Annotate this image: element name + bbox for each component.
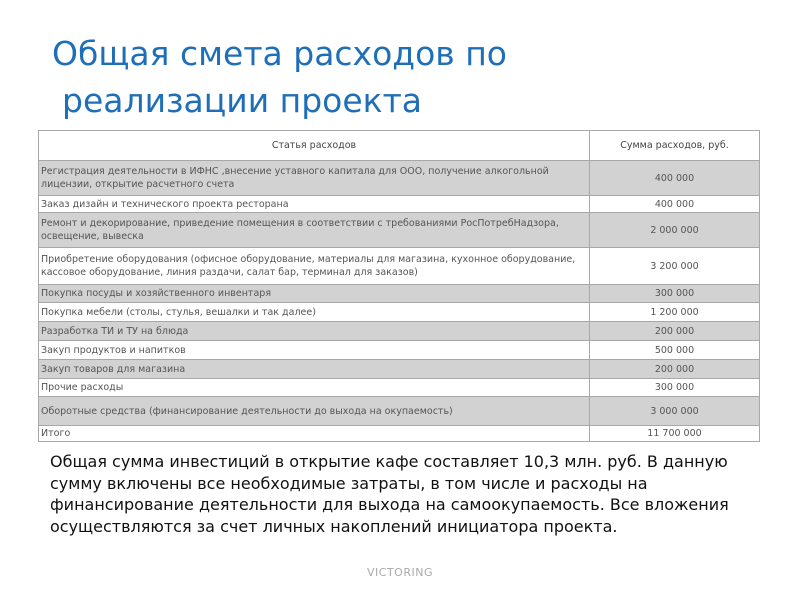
expense-item: Итого bbox=[39, 426, 590, 442]
expense-item: Закуп товаров для магазина bbox=[39, 360, 590, 379]
expense-item: Приобретение оборудования (офисное оборудование, материалы для магазина, кухонное оборудование, кассовое оборудование, линия раздачи, салат бар, терминал для заказов) bbox=[39, 248, 590, 285]
expense-amount: 400 000 bbox=[590, 161, 760, 196]
expense-item: Прочие расходы bbox=[39, 379, 590, 397]
table-row bbox=[39, 196, 760, 213]
header-item: Статья расходов bbox=[39, 131, 590, 161]
expense-amount: 3 200 000 bbox=[590, 248, 760, 285]
expense-amount: 11 700 000 bbox=[590, 426, 760, 442]
expense-item: Оборотные средства (финансирование деятельности до выхода на окупаемость) bbox=[39, 397, 590, 426]
expense-item: Регистрация деятельности в ИФНС ,внесение уставного капитала для ООО, получение алкогольной лицензии, открытие расчетного счета bbox=[39, 161, 590, 196]
expense-item: Покупка посуды и хозяйственного инвентаря bbox=[39, 285, 590, 303]
header-amount: Сумма расходов, руб. bbox=[590, 131, 760, 161]
expense-item: Покупка мебели (столы, стулья, вешалки и так далее) bbox=[39, 303, 590, 322]
expense-amount: 200 000 bbox=[590, 322, 760, 341]
expense-amount: 300 000 bbox=[590, 379, 760, 397]
expense-table bbox=[38, 130, 760, 442]
summary-paragraph: Общая сумма инвестиций в открытие кафе составляет 10,3 млн. руб. В данную сумму включены все необходимые затраты, в том числе и расходы на финансирование деятельности для выхода на самоокупаемость. Все вложения осуществляются за счет личных накоплений инициатора проекта. bbox=[50, 452, 729, 536]
table-row bbox=[39, 341, 760, 360]
table-row bbox=[39, 285, 760, 303]
table-row bbox=[39, 379, 760, 397]
table-row bbox=[39, 213, 760, 248]
table-row bbox=[39, 248, 760, 285]
table-row bbox=[39, 303, 760, 322]
slide-title bbox=[52, 30, 507, 124]
table-row bbox=[39, 161, 760, 196]
expense-amount: 1 200 000 bbox=[590, 303, 760, 322]
expense-amount: 400 000 bbox=[590, 196, 760, 213]
expense-item: Закуп продуктов и напитков bbox=[39, 341, 590, 360]
expense-item: Разработка ТИ и ТУ на блюда bbox=[39, 322, 590, 341]
title-line-2: реализации проекта bbox=[62, 81, 423, 120]
expense-item: Ремонт и декорирование, приведение помещения в соответствии с требованиями РосПотребНадзора, освещение, вывеска bbox=[39, 213, 590, 248]
expense-item: Заказ дизайн и технического проекта ресторана bbox=[39, 196, 590, 213]
table-row bbox=[39, 322, 760, 341]
table-row bbox=[39, 360, 760, 379]
expense-amount: 3 000 000 bbox=[590, 397, 760, 426]
expense-amount: 300 000 bbox=[590, 285, 760, 303]
table-row bbox=[39, 397, 760, 426]
table-row bbox=[39, 426, 760, 442]
footer-text: VICTORING bbox=[367, 566, 433, 579]
title-line-1: Общая смета расходов по bbox=[52, 34, 507, 73]
expense-amount: 500 000 bbox=[590, 341, 760, 360]
expense-amount: 2 000 000 bbox=[590, 213, 760, 248]
expense-amount: 200 000 bbox=[590, 360, 760, 379]
